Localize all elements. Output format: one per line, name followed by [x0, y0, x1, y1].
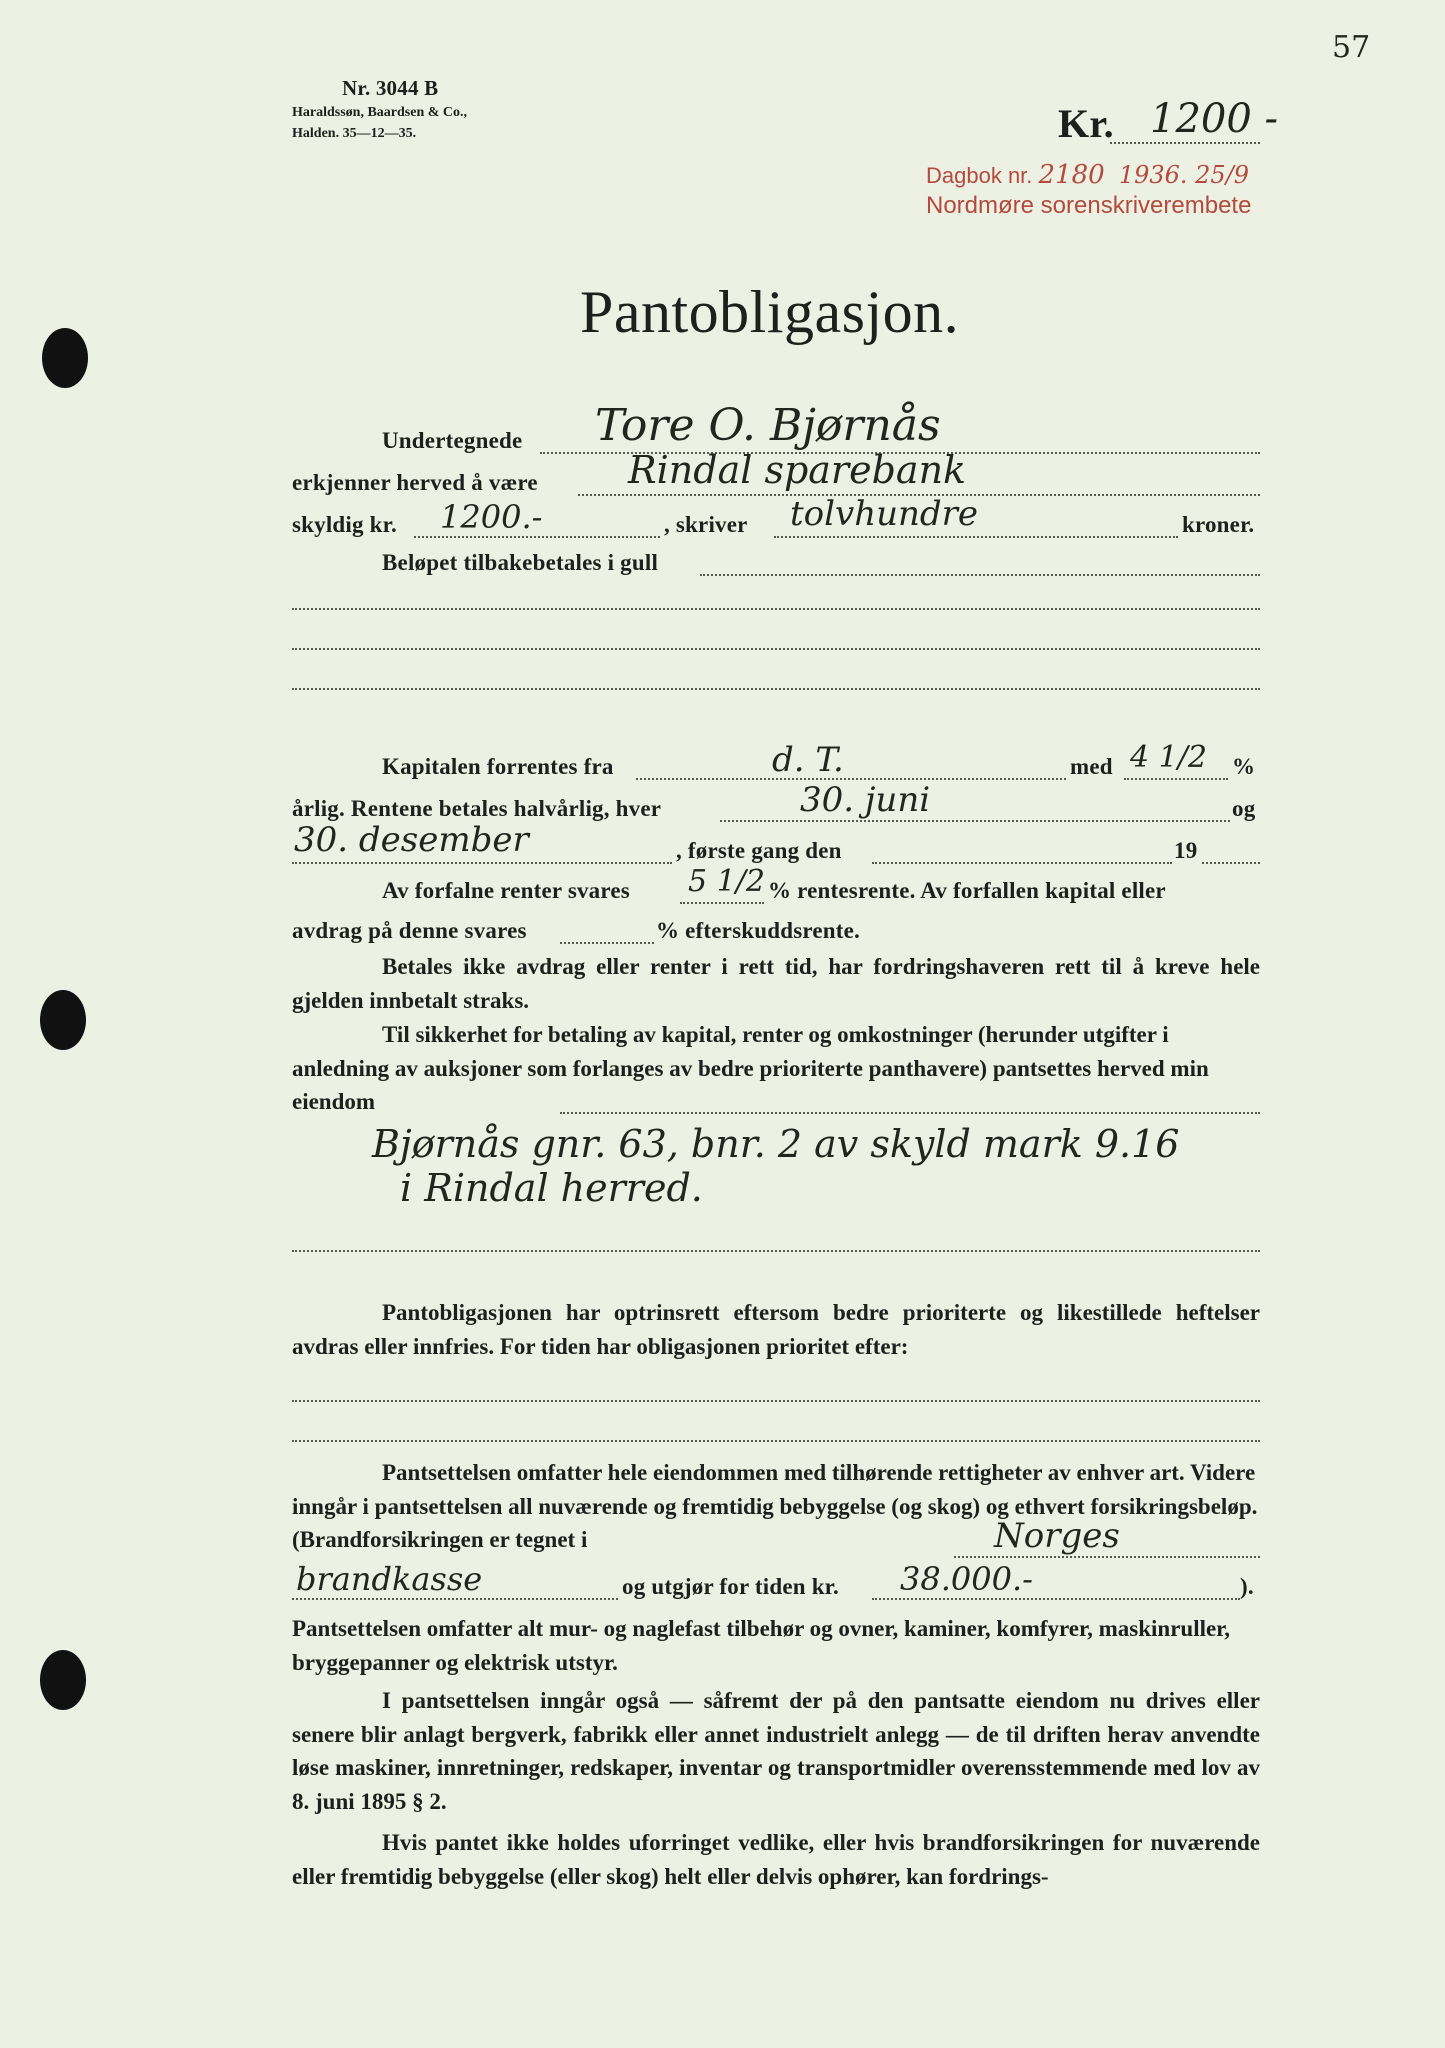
amount-line	[1110, 142, 1260, 144]
amount-label: Kr.	[1058, 101, 1114, 146]
amount-value: 1200 -	[1150, 96, 1279, 142]
eiendom-line	[560, 1112, 1260, 1114]
utgjor-label: og utgjør for tiden kr.	[622, 1574, 839, 1599]
forste-label: , første gang den	[676, 838, 842, 863]
avdrag-line	[560, 942, 654, 944]
belopet-line-4	[292, 688, 1260, 690]
kapitalen-label: Kapitalen forrentes fra	[382, 754, 614, 779]
belopet-line-3	[292, 648, 1260, 650]
paragraph-omfatter-2	[292, 1612, 1260, 1679]
kroner-label: kroner.	[1182, 512, 1255, 537]
punch-hole-top	[42, 328, 88, 388]
skyldig-value: 1200.-	[440, 498, 543, 536]
paragraph-sikkerhet-text: Til sikkerhet for betaling av kapital, renter og omkostninger (herunder utgifter i anledning av auksjoner som forlanges av bedre prioriterte panthavere) pantsettes herved min eiendom	[292, 1022, 1209, 1115]
skriver-label: , skriver	[664, 512, 748, 537]
forfalne-label: Av forfalne renter svares	[382, 878, 630, 903]
undertegnede-value: Tore O. Bjørnås	[595, 400, 941, 451]
hver-line	[720, 820, 1230, 822]
forfalne-value: 5 1/2	[688, 864, 765, 899]
property-line-3	[292, 1250, 1260, 1252]
paragraph-betales-text: Betales ikke avdrag eller renter i rett tid, har fordringshaveren rett til å kreve hele gjelden innbetalt straks.	[292, 954, 1260, 1013]
paragraph-inngar-text: I pantsettelsen inngår også — såfremt der på den pantsatte eiendom nu drives eller senere blir anlagt bergverk, fabrikk eller annet industrielt anlegg — de til driften herav anvendte løse maskiner, innretninger, redskaper, inventar og transportmidler overensstemmende med lov av 8. juni 1895 § 2.	[292, 1688, 1260, 1814]
skriver-value: tolvhundre	[790, 494, 979, 534]
skyldig-label: skyldig kr.	[292, 512, 397, 537]
paragraph-betales	[292, 950, 1260, 1017]
year-prefix: 19	[1174, 838, 1198, 863]
form-publisher: Haraldssøn, Baardsen & Co.,	[292, 105, 468, 120]
dagbok-date: 1936. 25/9	[1118, 161, 1250, 189]
prioritet-line-2	[292, 1440, 1260, 1442]
property-line-1: Bjørnås gnr. 63, bnr. 2 av skyld mark 9.16	[372, 1122, 1180, 1166]
brand-line-2	[292, 1598, 618, 1600]
brand-value-2: brandkasse	[296, 1560, 483, 1598]
paragraph-optrinsrett-text: Pantobligasjonen har optrinsrett eftersom bedre prioriterte og likestillede heftelser avdras eller innfries. For tiden har obligasjonen prioritet efter:	[292, 1300, 1260, 1359]
belopet-label: Beløpet tilbakebetales i gull	[382, 550, 659, 575]
med-label: med	[1070, 754, 1113, 779]
skyldig-line	[414, 536, 660, 538]
forfalne-line	[680, 902, 764, 904]
paragraph-optrinsrett	[292, 1296, 1260, 1363]
rate-value: 4 1/2	[1130, 740, 1207, 775]
utgjor-value: 38.000.-	[900, 1560, 1033, 1598]
paragraph-hvis	[292, 1826, 1260, 1893]
punch-hole-middle	[40, 990, 86, 1050]
erkjenner-label: erkjenner herved å være	[292, 470, 538, 495]
belopet-line-1	[700, 574, 1260, 576]
hver-value: 30. juni	[800, 780, 931, 820]
form-place-date: Halden. 35—12—35.	[292, 126, 417, 141]
utgjor-line	[872, 1598, 1240, 1600]
second-date-line	[292, 862, 672, 864]
og-label: og	[1232, 796, 1256, 821]
paragraph-hvis-text: Hvis pantet ikke holdes uforringet vedlike, eller hvis brandforsikringen for nuværende eller fremtidig bebyggelse (eller skog) helt eller delvis ophører, kan fordrings-	[292, 1830, 1260, 1889]
property-line-2: i Rindal herred.	[400, 1166, 703, 1210]
rentesrente-label: % rentesrente. Av forfallen kapital eller	[768, 878, 1166, 903]
efterskudd-label: % efterskuddsrente.	[656, 918, 860, 943]
avdrag-label: avdrag på denne svares	[292, 918, 527, 943]
belopet-line-2	[292, 608, 1260, 610]
arlig-label: årlig. Rentene betales halvårlig, hver	[292, 796, 662, 821]
punch-hole-bottom	[40, 1650, 86, 1710]
office-stamp: Nordmøre sorenskriverembete	[926, 192, 1252, 219]
brand-line-1	[954, 1556, 1260, 1558]
rate-line	[1124, 778, 1228, 780]
forste-line	[872, 862, 1172, 864]
paragraph-omfatter-1-text: Pantsettelsen omfatter hele eiendommen med tilhørende rettigheter av enhver art. Videre inngår i pantsettelsen all nuværende og fremtidig bebyggelse (og skog) og ethvert forsikringsbeløp. (Brandforsikringen er tegnet i	[292, 1460, 1258, 1553]
paragraph-omfatter-2-text: Pantsettelsen omfatter alt mur- og naglefast tilbehør og ovner, kaminer, komfyrer, maskinruller, bryggepanner og elektrisk utstyr.	[292, 1616, 1231, 1675]
document-title: Pantobligasjon.	[580, 279, 960, 345]
dagbok-number: 2180	[1038, 160, 1105, 190]
prioritet-line-1	[292, 1400, 1260, 1402]
rate-percent: %	[1232, 754, 1256, 779]
erkjenner-value: Rindal sparebank	[628, 448, 967, 492]
dagbok-stamp	[926, 160, 1249, 190]
dagbok-label: Dagbok nr.	[926, 163, 1033, 188]
year-line	[1202, 862, 1260, 864]
form-number: Nr. 3044 B	[342, 76, 439, 100]
second-date-value: 30. desember	[294, 820, 529, 860]
paragraph-inngar	[292, 1684, 1260, 1818]
kapitalen-value: d. T.	[772, 740, 844, 780]
skriver-line	[774, 536, 1178, 538]
page-number: 57	[1332, 30, 1371, 65]
paragraph-sikkerhet	[292, 1018, 1260, 1119]
undertegnede-label: Undertegnede	[382, 428, 523, 453]
brand-value-1: Norges	[994, 1516, 1120, 1556]
close-paren: ).	[1240, 1574, 1254, 1599]
